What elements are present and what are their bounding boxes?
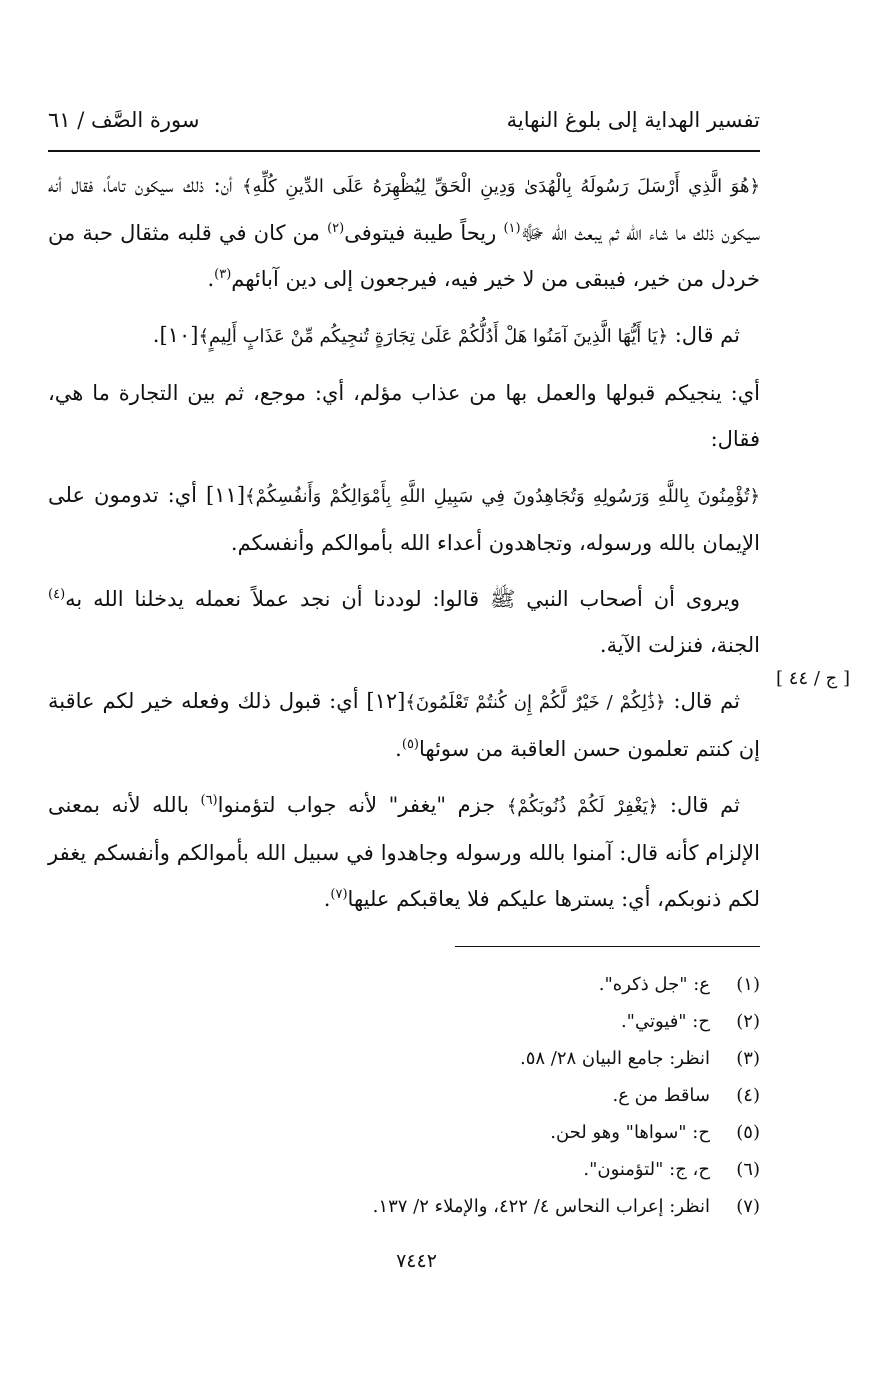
paragraph (48, 312, 760, 360)
paragraph (48, 370, 760, 462)
text-run: . (323, 887, 331, 911)
footnote-item (200, 1077, 760, 1114)
text-run: أن: ذلك سيكون تاماً، فقال أنه سيكون ذلك ما شاء الله ثم يبعث الله ﷻ (48, 173, 760, 245)
header-rule (48, 150, 760, 152)
footnote-text: ساقط من ع. (612, 1085, 710, 1106)
footnote-number: (٢) (736, 1011, 760, 1032)
text-run: [١١] أي: تدومون على الإيمان بالله ورسوله، وتجاهدون أعداء الله بأموالكم وأنفسكم. (48, 483, 760, 555)
text-run: . (395, 737, 402, 761)
text-run: [١٢] أي: قبول ذلك وفعله خير لكم عاقبة إن كنتم تعلمون حسن العاقبة من سوئها (48, 689, 760, 761)
footnote-ref: (٧) (330, 887, 348, 902)
text-run: أي: ينجيكم قبولها والعمل بها من عذاب مؤلم، أي: موجع، ثم بين التجارة ما هي، فقال: (48, 381, 760, 451)
footnote-number: (٣) (736, 1048, 760, 1069)
paragraph (48, 162, 760, 302)
quran-verse: ﴿تُؤْمِنُونَ بِاللَّهِ وَرَسُولِهِ وَتُجَاهِدُونَ فِي سَبِيلِ اللَّهِ بِأَمْوَالِكُمْ وَأَنفُسِكُمْ﴾ (245, 486, 760, 507)
footnote-text: ح، ج: "لتؤمنون". (583, 1159, 710, 1180)
footnote-text: ح: "فيوتي". (620, 1011, 710, 1032)
paragraph (48, 472, 760, 566)
footnote-item (200, 1114, 760, 1151)
footnote-number: (٤) (736, 1085, 760, 1106)
text-run: ثم قال: (668, 323, 740, 347)
paragraph (48, 576, 760, 668)
footnote-number: (٧) (736, 1196, 760, 1217)
text-run: من كان في قلبه مثقال حبة من خردل من خير، فيبقى من لا خير فيه، فيرجعون إلى دين آبائهم (48, 221, 760, 291)
footnote-number: (٦) (736, 1159, 760, 1180)
surah-page-label: سورة الصَّف / ٦١ (48, 108, 200, 132)
quran-verse: ﴿يَا أَيُّهَا الَّذِينَ آمَنُوا هَلْ أَدُلُّكُمْ عَلَىٰ تِجَارَةٍ تُنجِيكُم مِّنْ عَذَابٍ أَلِيمٍ﴾ (198, 326, 669, 347)
running-header (48, 108, 760, 148)
quran-verse: ﴿ذَٰلِكُمْ / خَيْرٌ لَّكُمْ إِن كُنتُمْ تَعْلَمُونَ﴾ (405, 692, 666, 713)
footnote-text: ع: "جل ذكره". (598, 974, 710, 995)
footnote-number: (١) (736, 974, 760, 995)
footnote-item (200, 966, 760, 1003)
text-run: جزم "يغفر" لأنه جواب لتؤمنوا (217, 793, 507, 817)
text-run: ثم قال: (665, 689, 740, 713)
quran-verse: ﴿يَغْفِرْ لَكُمْ ذُنُوبَكُمْ﴾ (506, 796, 659, 817)
paragraph (48, 678, 760, 772)
footnote-item (200, 1151, 760, 1188)
text-run: ثم قال: (658, 793, 740, 817)
paragraph (48, 782, 760, 922)
footnote-number: (٥) (736, 1122, 760, 1143)
quran-verse: ﴿هُوَ الَّذِي أَرْسَلَ رَسُولَهُ بِالْهُدَىٰ وَدِينِ الْحَقِّ لِيُظْهِرَهُ عَلَى الدِّينِ كُلِّهِ﴾ (241, 176, 760, 197)
footnote-ref: (٥) (401, 737, 419, 752)
footnote-ref: (٢) (327, 221, 345, 236)
footnote-ref: (٣) (214, 267, 232, 282)
page-number: ٧٤٤٢ (396, 1250, 437, 1272)
footnote-ref: (٤) (48, 587, 66, 602)
text-run: بالله لأنه بمعنى الإلزام كأنه قال: آمنوا بالله ورسوله وجاهدوا في سبيل الله بأموالكم وأنفسكم يغفر لكم ذنوبكم، أي: يسترها عليكم فلا يعاقبكم عليها (48, 793, 760, 911)
footnote-ref: (١) (503, 221, 521, 236)
text-run: ريحاً طيبة فيتوفى (344, 221, 504, 245)
margin-volume-note: [ ج / ٤٤ ] (776, 668, 850, 689)
footnote-item (200, 1040, 760, 1077)
footnote-item (200, 1188, 760, 1225)
footnote-ref: (٦) (200, 793, 218, 808)
text-run: ويروى أن أصحاب النبي ﷺ قالوا: لوددنا أن نجد عملاً نعمله يدخلنا الله به (65, 587, 740, 611)
main-text (48, 162, 760, 932)
text-run: . (207, 267, 215, 291)
footnote-separator (455, 946, 760, 947)
footnote-text: انظر: إعراب النحاس ٤/ ٤٢٢، والإملاء ٢/ ١٣٧. (372, 1196, 710, 1217)
footnote-text: انظر: جامع البيان ٢٨/ ٥٨. (519, 1048, 710, 1069)
text-run: [١٠]. (152, 323, 199, 347)
footnote-text: ح: "سواها" وهو لحن. (550, 1122, 710, 1143)
book-title: تفسير الهداية إلى بلوغ النهاية (506, 108, 760, 132)
footnote-item (200, 1003, 760, 1040)
footnotes (200, 966, 760, 1225)
text-run: الجنة، فنزلت الآية. (599, 633, 760, 657)
